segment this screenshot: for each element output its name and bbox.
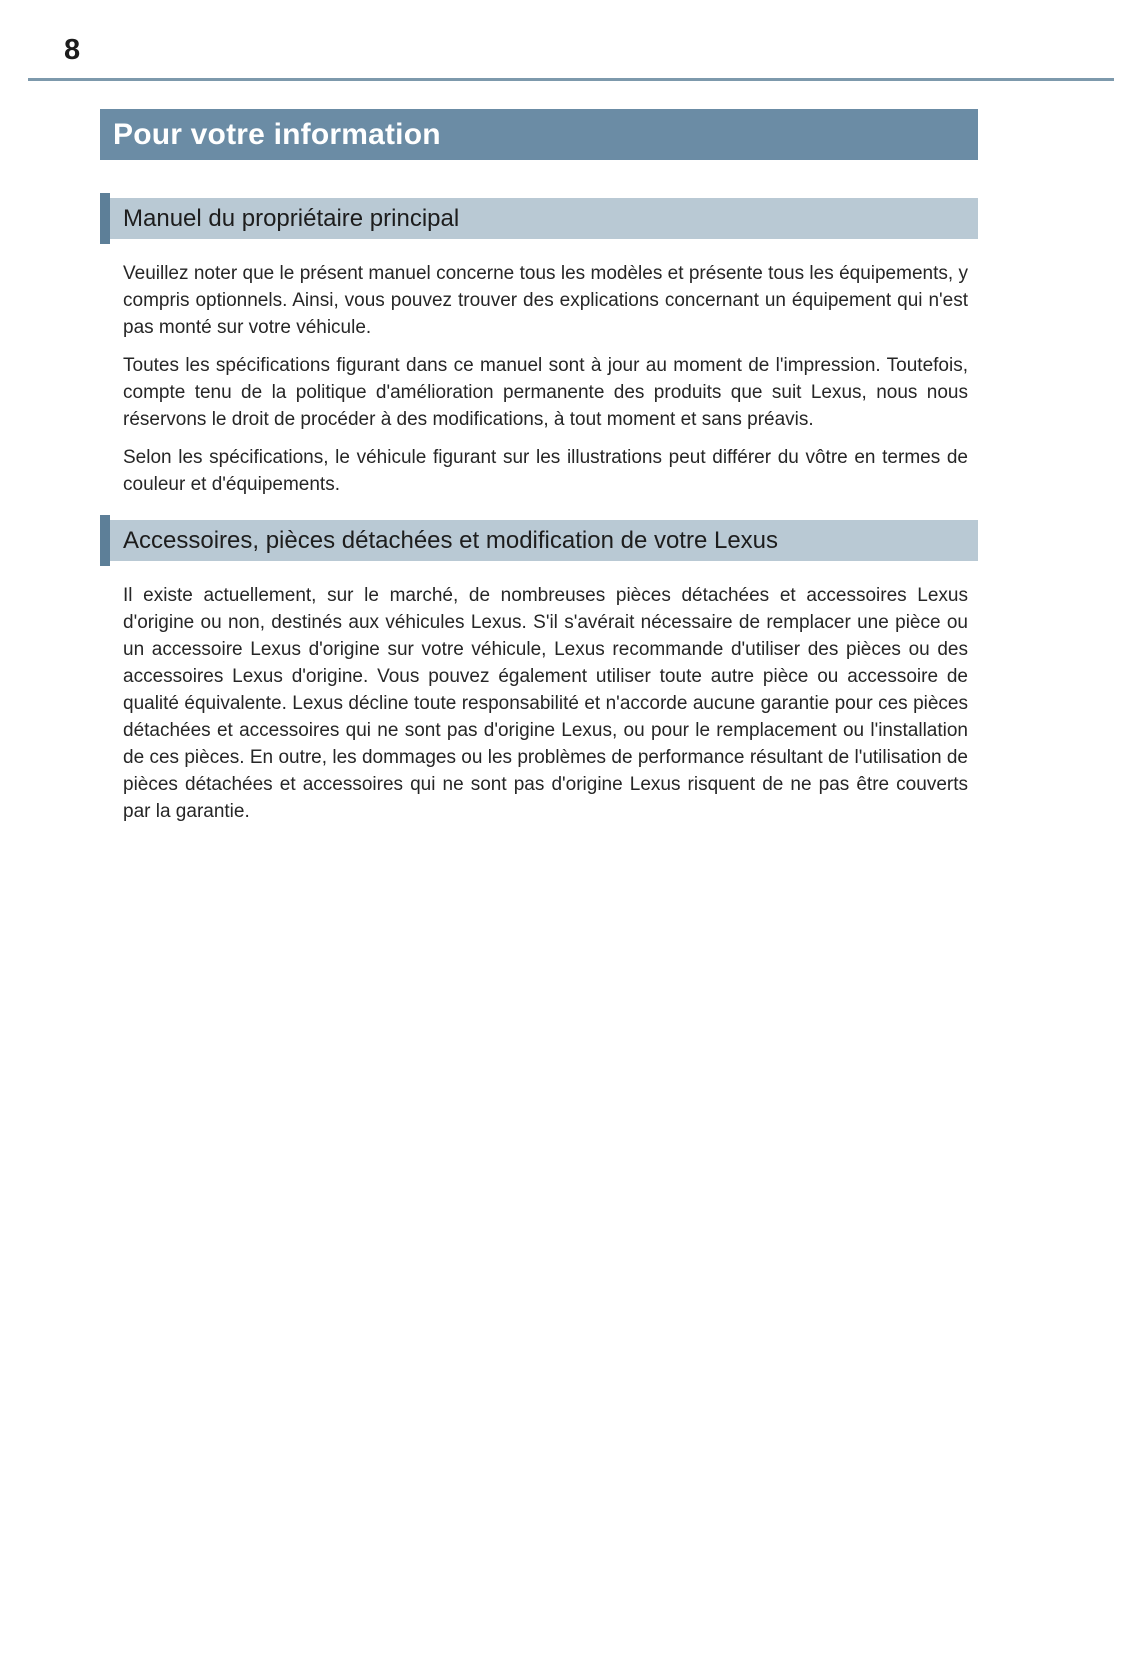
section-heading-bar [100,198,978,239]
page-content [100,109,978,825]
section-accent-bar [100,193,110,244]
chapter-banner [100,109,978,160]
paragraph: Selon les spécifications, le véhicule figurant sur les illustrations peut différer du vôtre en termes de couleur et d'équipements. [123,447,968,495]
header-divider [28,78,1114,81]
paragraph: Veuillez noter que le présent manuel concerne tous les modèles et présente tous les équipements, y compris optionnels. Ainsi, vous pouvez trouver des explications concernant un équipement qui n'est pas monté sur votre véhicule. [123,263,968,338]
section-body [100,239,978,498]
section-heading-bar [100,520,978,561]
paragraph: Il existe actuellement, sur le marché, de nombreuses pièces détachées et accessoires Lexus d'origine ou non, destinés aux véhicules Lexus. S'il s'avérait nécessaire de remplacer une pièce ou un accessoire Lexus d'origine sur votre véhicule, Lexus recommande d'utiliser des pièces ou des accessoires Lexus d'origine. Vous pouvez également utiliser toute autre pièce ou accessoire de qualité équivalente. Lexus décline toute responsabilité et n'accorde aucune garantie pour ces pièces détachées et accessoires qui ne sont pas d'origine Lexus, ou pour le remplacement ou l'installation de ces pièces. En outre, les dommages ou les problèmes de performance résultant de l'utilisation de pièces détachées et accessoires qui ne sont pas d'origine Lexus risquent de ne pas être couverts par la garantie. [123,585,968,822]
section-heading: Accessoires, pièces détachées et modification de votre Lexus [123,526,779,554]
section-manuel-principal [100,198,978,498]
chapter-title: Pour votre information [113,117,441,151]
section-accessoires [100,520,978,825]
paragraph: Toutes les spécifications figurant dans ce manuel sont à jour au moment de l'impression. Toutefois, compte tenu de la politique d'amélioration permanente des produits que suit Lexus, nous nous réservons le droit de procéder à des modifications, à tout moment et sans préavis. [123,355,968,430]
section-body [100,561,978,825]
page-number: 8 [64,34,81,66]
section-accent-bar [100,515,110,566]
section-heading: Manuel du propriétaire principal [123,204,460,232]
